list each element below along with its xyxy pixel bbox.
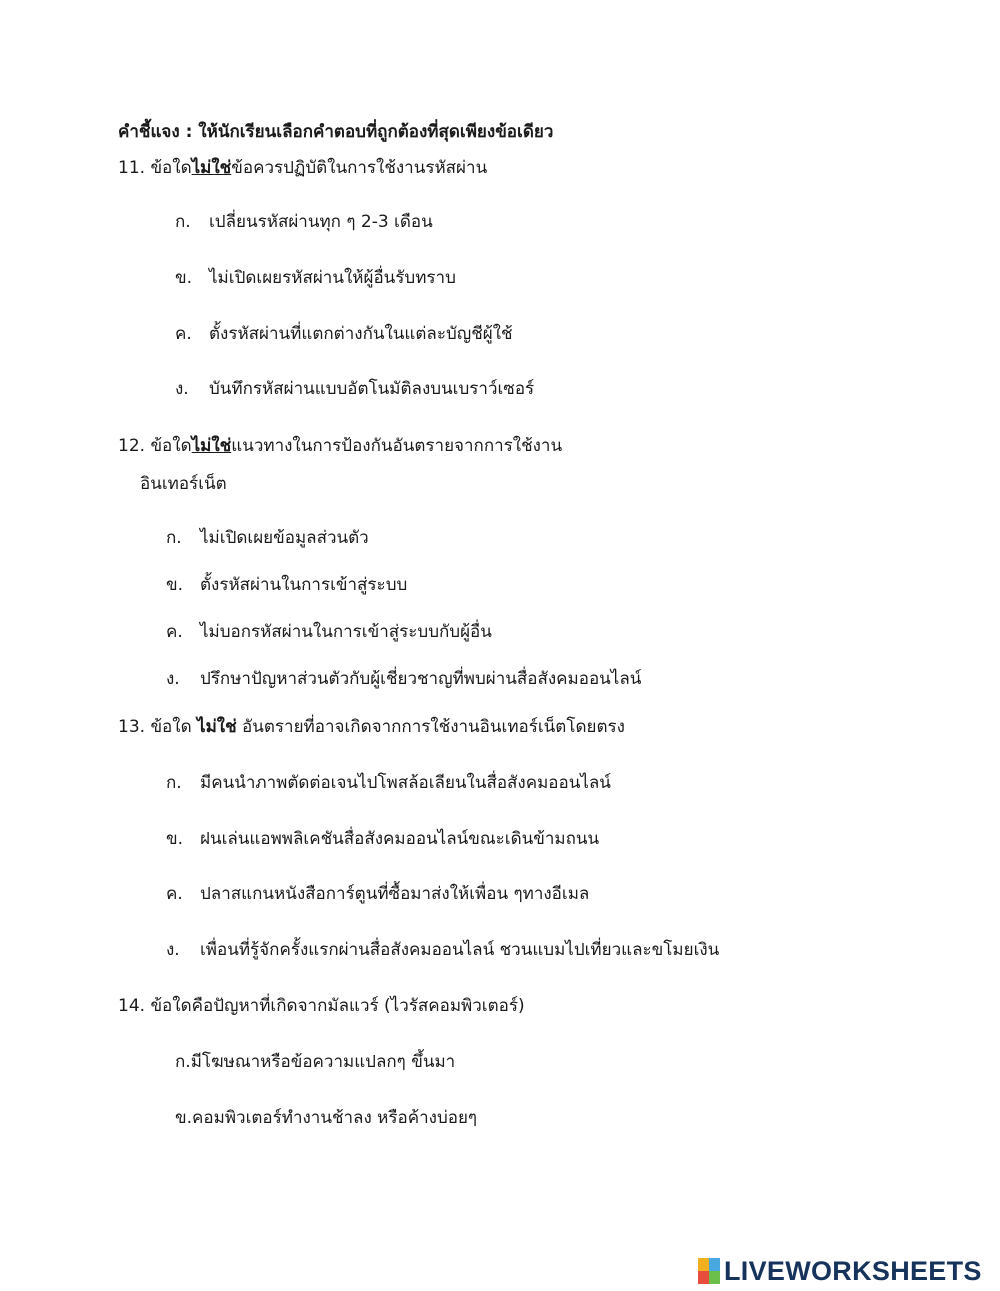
- option-text: ตั้งรหัสผ่านในการเข้าสู่ระบบ: [200, 575, 408, 595]
- option-text: ปลาสแกนหนังสือการ์ตูนที่ซื้อมาส่งให้เพื่อน ๆทางอีเมล: [200, 884, 590, 904]
- logo-text: LIVEWORKSHEETS: [724, 1255, 982, 1286]
- question-prefix: 13. ข้อใด: [118, 717, 198, 737]
- option-13-c[interactable]: [166, 882, 589, 906]
- logo-square-green: [709, 1271, 720, 1284]
- option-12-d[interactable]: [166, 667, 641, 691]
- question-12-continuation: อินเทอร์เน็ต: [140, 474, 227, 494]
- option-11-d[interactable]: [175, 377, 534, 401]
- option-text: มีคนนำภาพตัดต่อเจนไปโพสล้อเลียนในสื่อสังคมออนไลน์: [200, 773, 611, 793]
- option-text: ไม่เปิดเผยข้อมูลส่วนตัว: [200, 528, 369, 548]
- option-text: ฝนเล่นแอพพลิเคชันสื่อสังคมออนไลน์ขณะเดินข้ามถนน: [200, 829, 600, 849]
- option-11-a[interactable]: [175, 210, 433, 234]
- option-14-b[interactable]: ข.คอมพิวเตอร์ทำงานช้าลง หรือค้างบ่อยๆ: [175, 1108, 478, 1128]
- question-text: อันตรายที่อาจเกิดจากการใช้งานอินเทอร์เน็ตโดยตรง: [236, 717, 625, 737]
- question-prefix: 12. ข้อใด: [118, 436, 192, 456]
- option-letter: ข.: [175, 268, 193, 288]
- option-11-c[interactable]: [175, 322, 513, 346]
- option-letter: ค.: [166, 884, 183, 904]
- question-12: [118, 434, 562, 458]
- option-text: ตั้งรหัสผ่านที่แตกต่างกันในแต่ละบัญชีผู้ใช้: [209, 324, 513, 344]
- option-text: เปลี่ยนรหัสผ่านทุก ๆ 2-3 เดือน: [209, 212, 433, 232]
- option-13-b[interactable]: [166, 827, 599, 851]
- option-13-d[interactable]: [166, 938, 719, 962]
- question-14: 14. ข้อใดคือปัญหาที่เกิดจากมัลแวร์ (ไวรัสคอมพิวเตอร์): [118, 996, 525, 1016]
- option-12-a[interactable]: [166, 526, 369, 550]
- question-prefix: 11. ข้อใด: [118, 158, 192, 178]
- option-letter: ง.: [166, 669, 180, 689]
- question-13: [118, 715, 625, 739]
- logo-square-red: [698, 1271, 709, 1284]
- option-text: บันทึกรหัสผ่านแบบอัตโนมัติลงบนเบราว์เซอร์: [209, 379, 535, 399]
- option-letter: ก.: [166, 528, 182, 548]
- logo-square-blue: [709, 1258, 720, 1271]
- logo-icon: [698, 1258, 720, 1284]
- option-12-c[interactable]: [166, 620, 492, 644]
- option-text: ไม่เปิดเผยรหัสผ่านให้ผู้อื่นรับทราบ: [209, 268, 456, 288]
- option-text: ไม่บอกรหัสผ่านในการเข้าสู่ระบบกับผู้อื่น: [200, 622, 492, 642]
- option-letter: ก.: [175, 212, 191, 232]
- option-letter: ง.: [166, 940, 180, 960]
- option-letter: ข.: [166, 829, 184, 849]
- question-11: [118, 156, 487, 180]
- option-letter: ง.: [175, 379, 189, 399]
- question-emphasis: ไม่ใช่: [191, 158, 232, 178]
- option-text: เพื่อนที่รู้จักครั้งแรกผ่านสื่อสังคมออนไลน์ ชวนแบมไปเที่ยวและขโมยเงิน: [200, 940, 720, 960]
- liveworksheets-logo: [698, 1255, 982, 1286]
- option-14-a[interactable]: ก.มีโฆษณาหรือข้อความแปลกๆ ขึ้นมา: [175, 1052, 456, 1072]
- question-emphasis: ไม่ใช่: [197, 717, 237, 737]
- question-text: แนวทางในการป้องกันอันตรายจากการใช้งาน: [231, 436, 563, 456]
- option-11-b[interactable]: [175, 266, 456, 290]
- question-text: ข้อควรปฏิบัติในการใช้งานรหัสผ่าน: [231, 158, 488, 178]
- question-emphasis: ไม่ใช่: [191, 436, 232, 456]
- logo-square-yellow: [698, 1258, 709, 1271]
- option-13-a[interactable]: [166, 771, 611, 795]
- option-letter: ก.: [166, 773, 182, 793]
- option-letter: ค.: [166, 622, 183, 642]
- option-letter: ข.: [166, 575, 184, 595]
- instructions-heading: คำชี้แจง : ให้นักเรียนเลือกคำตอบที่ถูกต้องที่สุดเพียงข้อเดียว: [118, 122, 554, 142]
- option-letter: ค.: [175, 324, 192, 344]
- option-text: ปรึกษาปัญหาส่วนตัวกับผู้เชี่ยวชาญที่พบผ่านสื่อสังคมออนไลน์: [200, 669, 642, 689]
- option-12-b[interactable]: [166, 573, 407, 597]
